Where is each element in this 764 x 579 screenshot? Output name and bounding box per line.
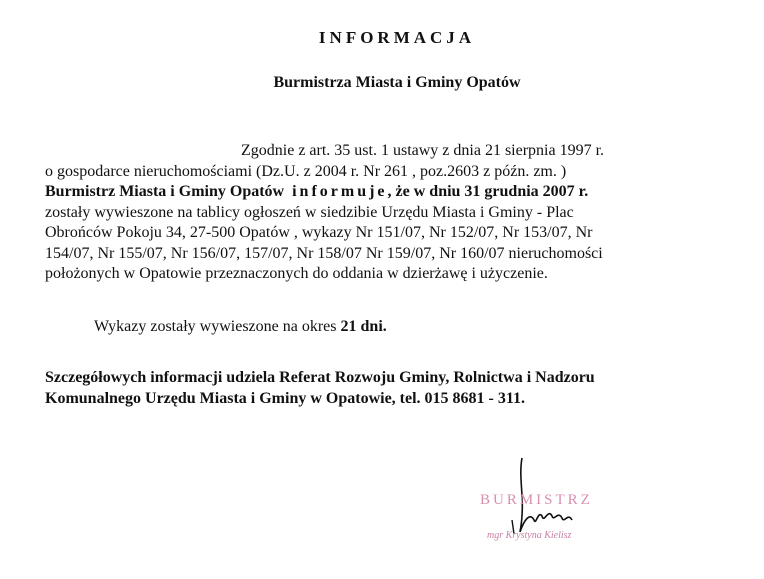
contact-line-1: Szczegółowych informacji udziela Referat Rozwoju Gminy, Rolnictwa i Nadzoru	[45, 369, 595, 386]
para1-line-5: Obrońców Pokoju 34, 27-500 Opatów , wykazy Nr 151/07, Nr 152/07, Nr 153/07, Nr	[45, 224, 593, 241]
main-paragraph	[45, 141, 745, 285]
para1-line-1: Zgodnie z art. 35 ust. 1 ustawy z dnia 21 sierpnia 1997 r.	[241, 142, 605, 159]
mayor-name: Burmistrz Miasta i Gminy Opatów	[45, 183, 285, 200]
contact-paragraph	[45, 368, 595, 409]
para1-line-4: zostały wywieszone na tablicy ogłoszeń w siedzibie Urzędu Miasta i Gminy - Plac	[45, 203, 574, 221]
para1-line-3	[45, 182, 745, 203]
signature-stamp-name: mgr Krystyna Kielisz	[487, 530, 572, 541]
para1-line-2: o gospodarce nieruchomościami (Dz.U. z 2004 r. Nr 261 , poz.2603 z późn. zm. )	[45, 162, 567, 180]
period-paragraph	[94, 318, 387, 336]
para1-line-7: położonych w Opatowie przeznaczonych do oddania w dzierżawę i użyczenie.	[45, 265, 548, 282]
signature-stamp-title: BURMISTRZ	[480, 492, 593, 508]
informs-word: informuje	[292, 183, 388, 200]
document-subtitle: Burmistrza Miasta i Gminy Opatów	[273, 74, 521, 91]
period-value: 21 dni.	[340, 318, 387, 335]
contact-line-2: Komunalnego Urzędu Miasta i Gminy w Opatowie, tel. 015 8681 - 311.	[45, 389, 525, 407]
period-text: Wykazy zostały wywieszone na okres	[94, 318, 341, 335]
date-text: , że w dniu 31 grudnia 2007 r.	[387, 183, 589, 200]
para1-line-6: 154/07, Nr 155/07, Nr 156/07, 157/07, Nr 158/07 Nr 159/07, Nr 160/07 nieruchomości	[45, 244, 603, 262]
document-title: INFORMACJA	[318, 28, 476, 47]
